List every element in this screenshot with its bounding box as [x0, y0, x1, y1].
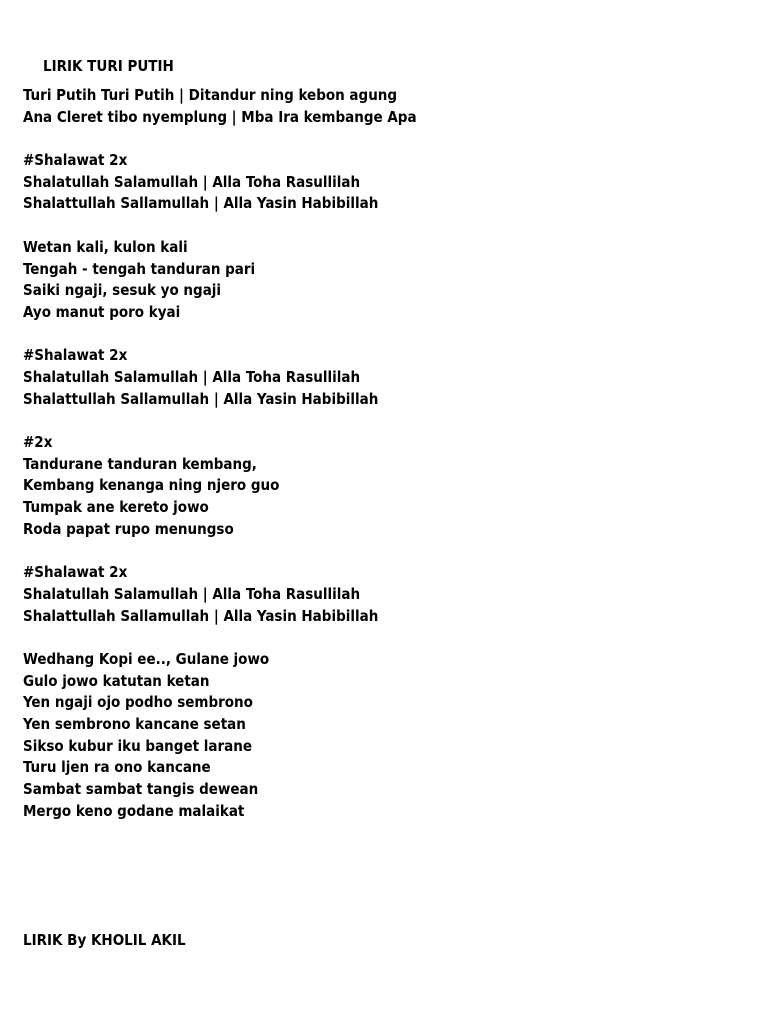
lyric-line: Kembang kenanga ning njero guo [23, 476, 280, 495]
lyric-line: Shalattullah Sallamullah | Alla Yasin Habibillah [23, 606, 379, 625]
lyrics-stanza [23, 85, 743, 128]
lyric-line: Ayo manut poro kyai [23, 302, 181, 321]
lyric-line: Turu ljen ra ono kancane [23, 758, 211, 777]
lyric-line: Yen sembrono kancane setan [23, 714, 246, 733]
lyric-line: Shalatullah Salamullah | Alla Toha Rasullilah [23, 584, 361, 603]
lyric-line: Turi Putih Turi Putih | Ditandur ning kebon agung [23, 86, 398, 104]
lyric-line: #Shalawat 2x [23, 563, 128, 582]
lyric-line: Gulo jowo katutan ketan [23, 671, 210, 690]
lyric-line: Mergo keno godane malaikat [23, 801, 245, 820]
lyrics-stanza [23, 345, 743, 410]
lyric-line: Wedhang Kopi ee.., Gulane jowo [23, 649, 270, 668]
lyric-line: Wetan kali, kulon kali [23, 237, 188, 256]
lyric-line: Saiki ngaji, sesuk yo ngaji [23, 281, 222, 300]
lyric-line: Tengah - tengah tanduran pari [23, 259, 256, 278]
lyrics-stanza [23, 237, 743, 324]
lyric-line: Sikso kubur iku banget larane [23, 736, 253, 755]
lyric-line: #2x [23, 433, 53, 451]
lyrics-stanza [23, 562, 743, 627]
lyrics-body [23, 85, 743, 822]
lyric-line: Shalatullah Salamullah | Alla Toha Rasullilah [23, 367, 361, 386]
lyrics-stanza [23, 150, 743, 215]
lyric-line: Sambat sambat tangis dewean [23, 780, 259, 798]
lyric-line: Tandurane tanduran kembang, [23, 454, 257, 473]
author-credit: LIRIK By KHOLIL AKIL [23, 931, 186, 949]
lyric-line: #Shalawat 2x [23, 151, 128, 170]
lyrics-stanza [23, 649, 743, 823]
lyrics-stanza [23, 432, 743, 540]
lyric-line: Ana Cleret tibo nyemplung | Mba Ira kembange Apa [23, 107, 417, 126]
lyric-line: Tumpak ane kereto jowo [23, 498, 209, 517]
lyric-line: Yen ngaji ojo podho sembrono [23, 693, 253, 712]
lyric-line: #Shalawat 2x [23, 346, 128, 365]
lyric-line: Shalatullah Salamullah | Alla Toha Rasullilah [23, 172, 361, 191]
lyric-line: Roda papat rupo menungso [23, 519, 234, 538]
lyric-line: Shalattullah Sallamullah | Alla Yasin Habibillah [23, 194, 379, 213]
document-title: LIRIK TURI PUTIH [43, 57, 174, 75]
lyric-line: Shalattullah Sallamullah | Alla Yasin Habibillah [23, 389, 379, 408]
